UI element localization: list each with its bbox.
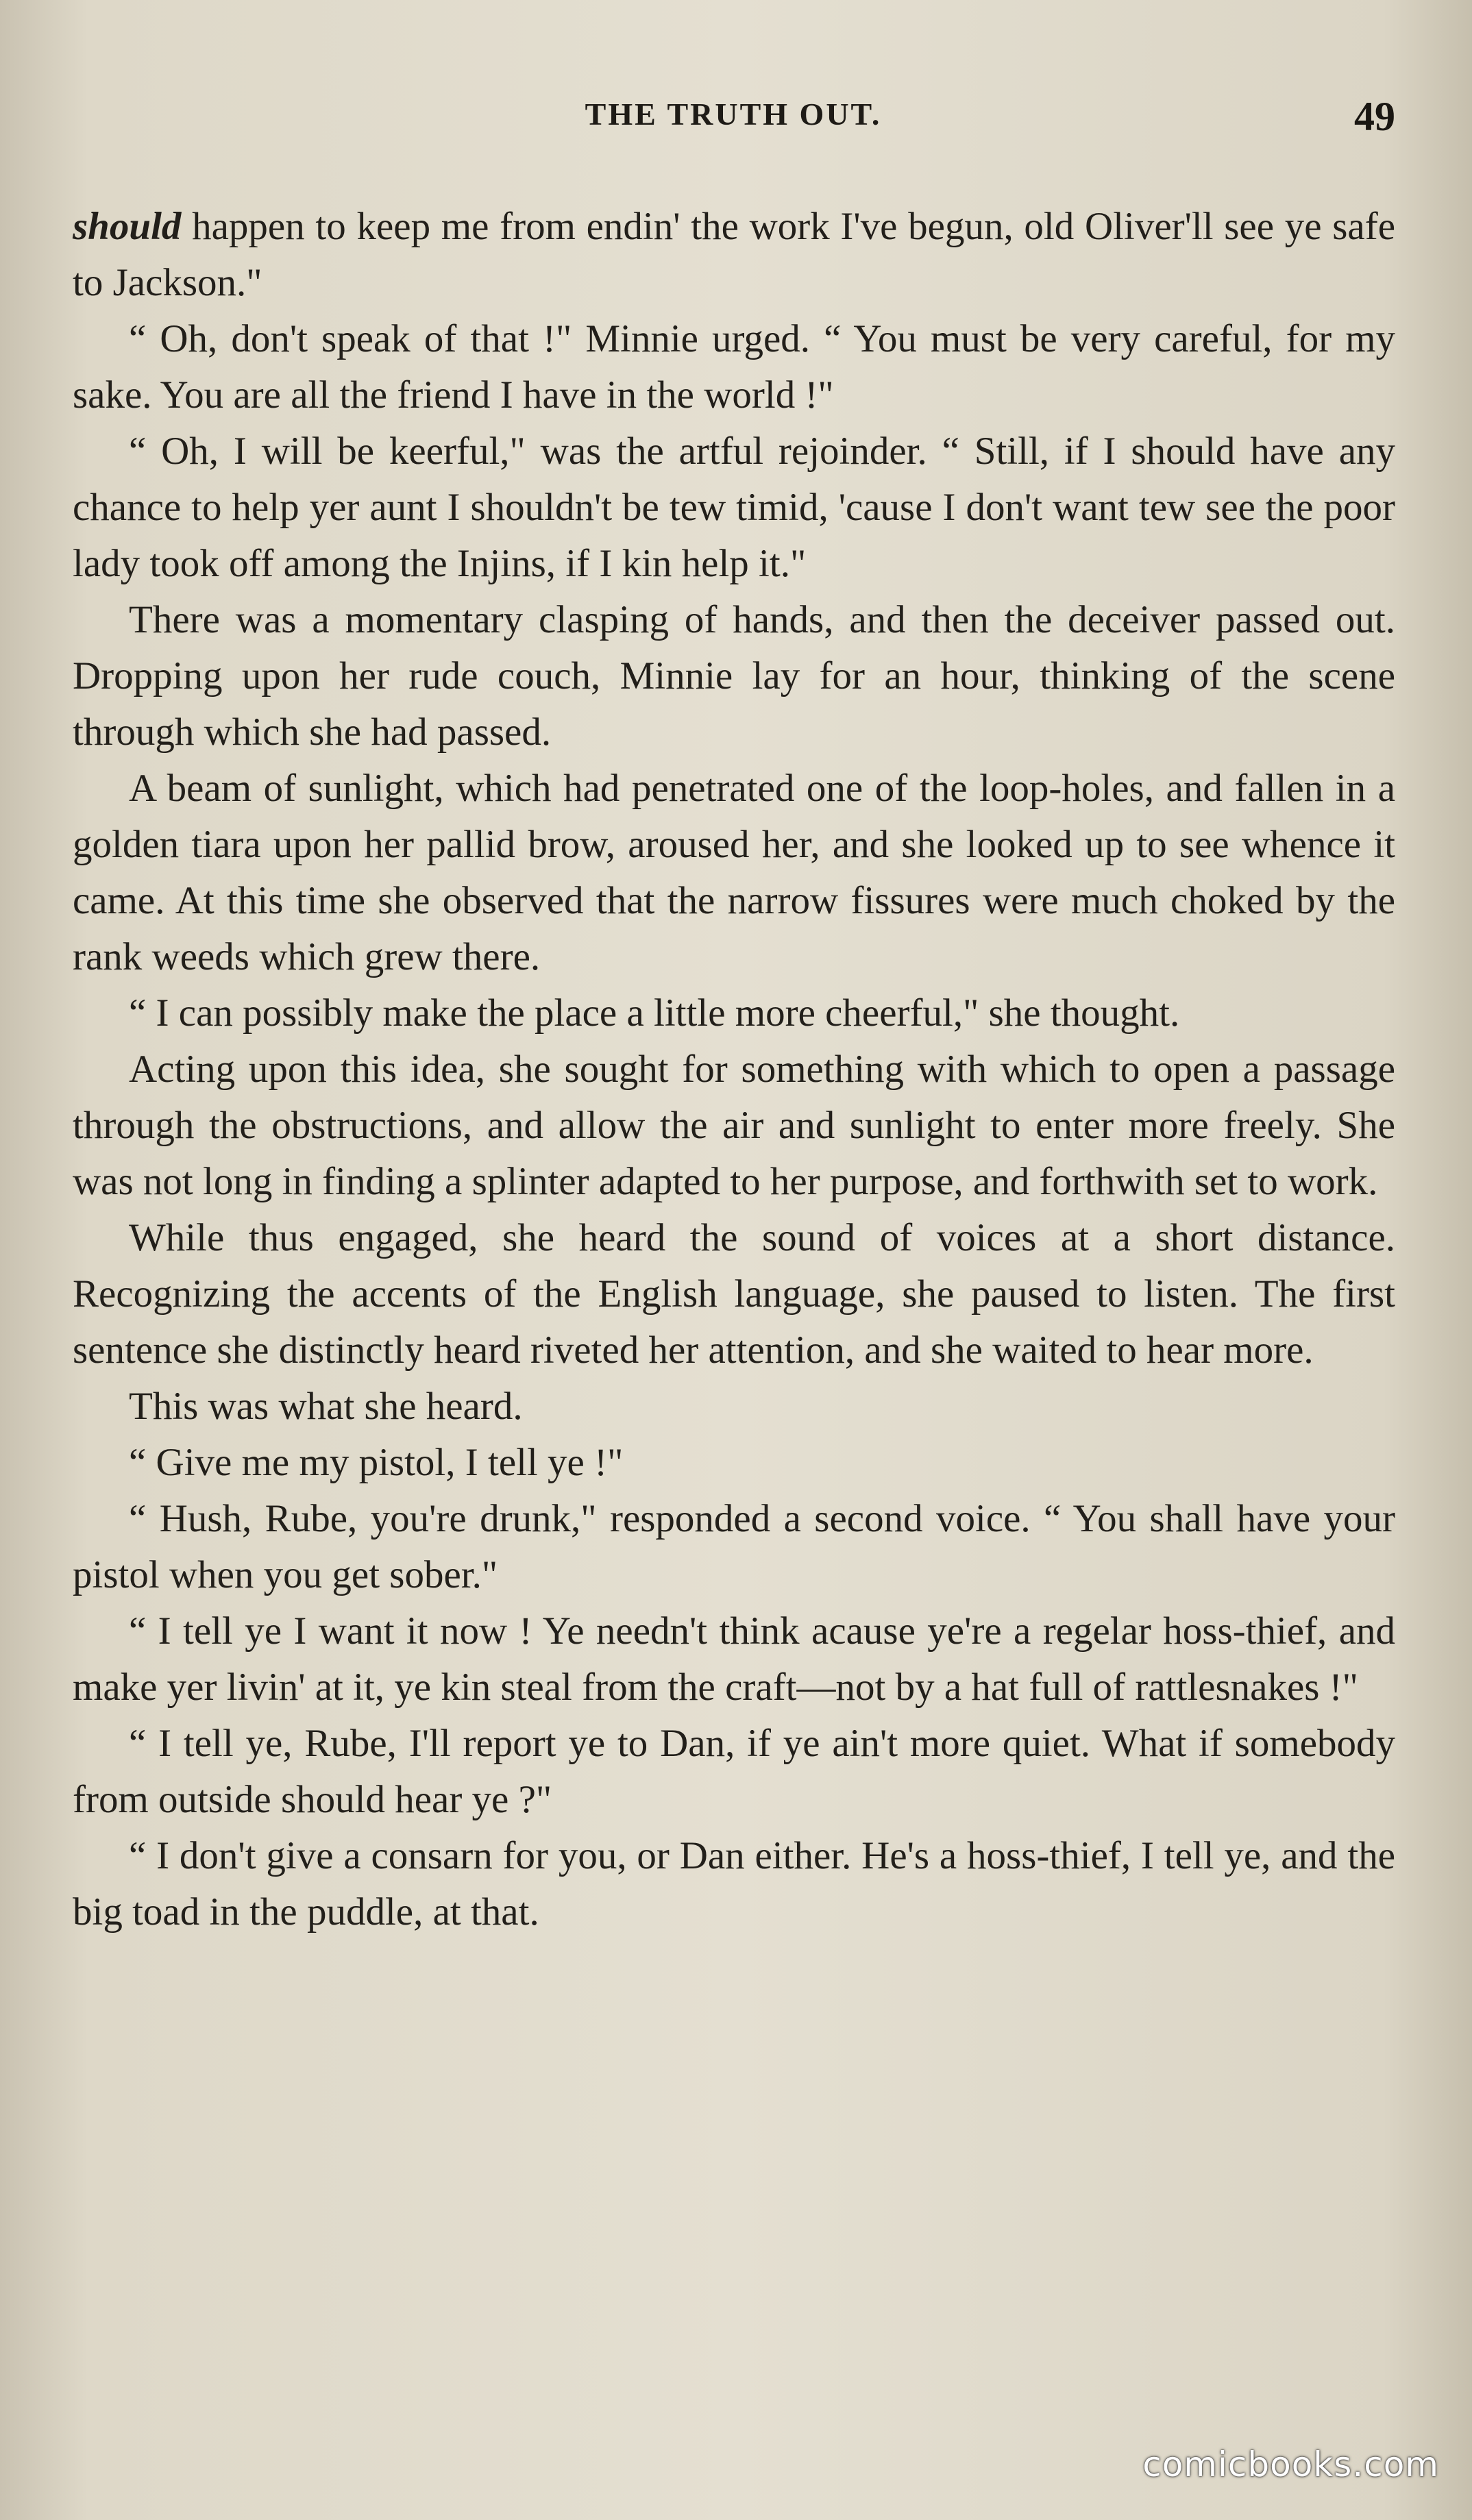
- watermark: comicbooks.com: [1142, 2445, 1439, 2484]
- paragraph-8: While thus engaged, she heard the sound of voices at a short distance. Recognizing the accents of the English language, she paused to listen. The first sentence she distinctly heard riveted her attention, and she waited to hear more.: [73, 1216, 1395, 1372]
- paragraph-10: “ Give me my pistol, I tell ye !": [129, 1441, 624, 1484]
- paragraph-11: “ Hush, Rube, you're drunk," responded a second voice. “ You shall have your pistol when you get sober.": [73, 1497, 1395, 1596]
- emphasized-word: should: [73, 205, 182, 248]
- paragraph-14: “ I don't give a consarn for you, or Dan either. He's a hoss-thief, I tell ye, and the big toad in the puddle, at that.: [73, 1834, 1395, 1934]
- running-head: [69, 96, 1398, 151]
- paragraph-1-text: happen to keep me from endin' the work I've begun, old Oliver'll see ye safe to Jackson.": [73, 205, 1395, 304]
- paragraph-5: A beam of sunlight, which had penetrated one of the loop-holes, and fallen in a golden tiara upon her pallid brow, aroused her, and she looked up to see whence it came. At this time she observed that the narrow fissures were much choked by the rank weeds which grew there.: [73, 767, 1395, 978]
- paragraph-13: “ I tell ye, Rube, I'll report ye to Dan, if ye ain't more quiet. What if somebody from outside should hear ye ?": [73, 1722, 1395, 1821]
- page-number: 49: [1354, 94, 1395, 139]
- running-title: THE TRUTH OUT.: [585, 97, 882, 132]
- text-body: [73, 199, 1395, 1940]
- paragraph-2: “ Oh, don't speak of that !" Minnie urged. “ You must be very careful, for my sake. You are all the friend I have in the world !": [73, 317, 1395, 417]
- paragraph-9: This was what she heard.: [129, 1385, 523, 1428]
- paragraph-1: [73, 199, 1395, 311]
- paragraph-3: “ Oh, I will be keerful," was the artful rejoinder. “ Still, if I should have any chance to help yer aunt I shouldn't be tew timid, 'cause I don't want tew see the poor lady took off among the Injins, if I kin help it.": [73, 430, 1395, 585]
- paragraph-6: “ I can possibly make the place a little more cheerful," she thought.: [129, 991, 1180, 1035]
- paragraph-12: “ I tell ye I want it now ! Ye needn't think acause ye're a regelar hoss-thief, and make yer livin' at it, ye kin steal from the craft—not by a hat full of rattlesnakes !": [73, 1609, 1395, 1709]
- paragraph-4: There was a momentary clasping of hands, and then the deceiver passed out. Dropping upon her rude couch, Minnie lay for an hour, thinking of the scene through which she had passed.: [73, 598, 1395, 754]
- paragraph-7: Acting upon this idea, she sought for something with which to open a passage through the obstructions, and allow the air and sunlight to enter more freely. She was not long in finding a splinter adapted to her purpose, and forthwith set to work.: [73, 1048, 1395, 1203]
